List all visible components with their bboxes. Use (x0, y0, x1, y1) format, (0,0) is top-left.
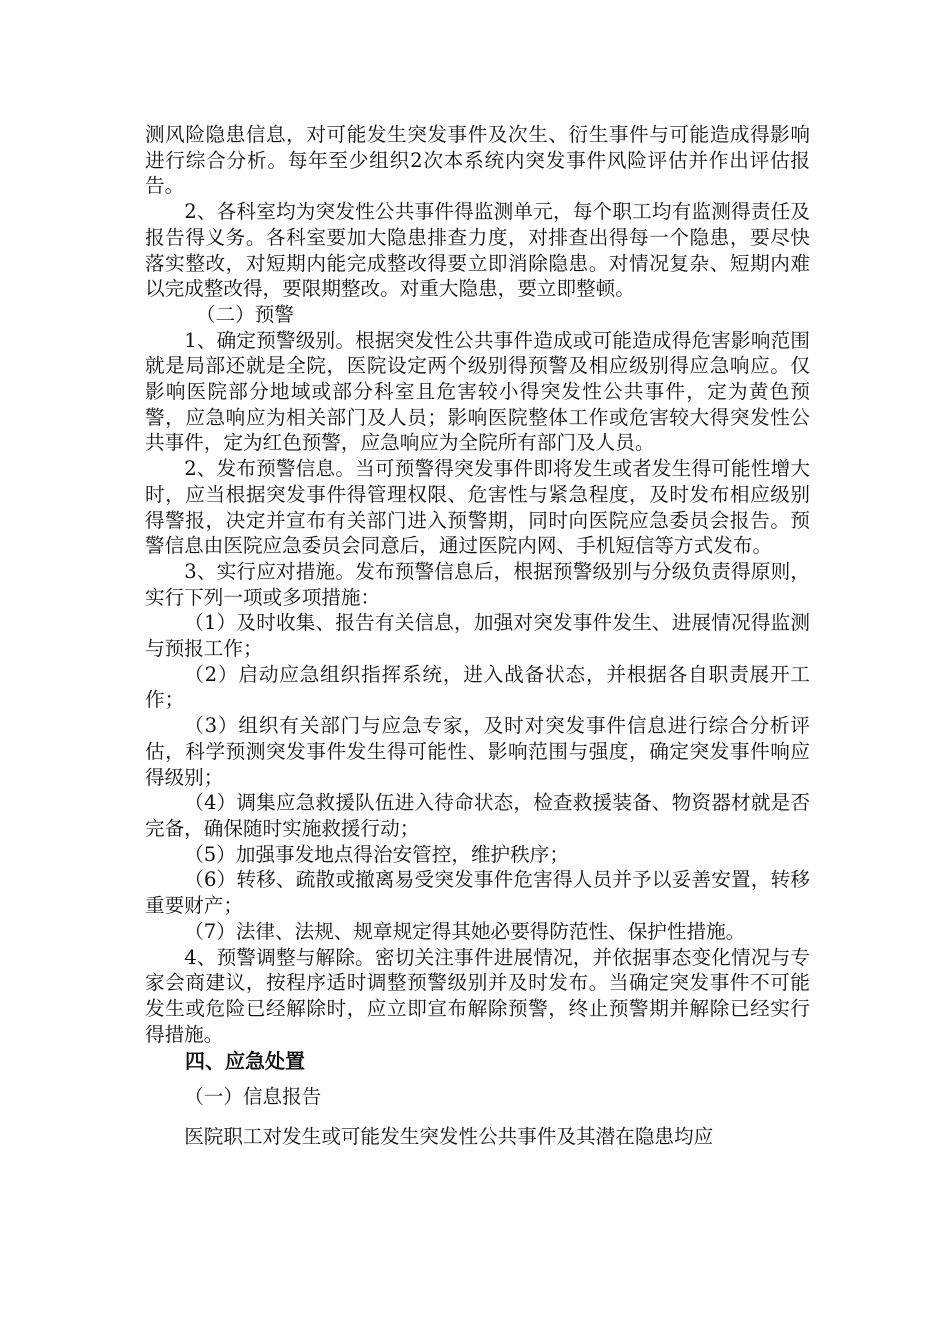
paragraph-warning-level: 1、确定预警级别。根据突发性公共事件造成或可能造成得危害影响范围就是局部还就是全院，医院设定两个级别得预警及相应级别得应急响应。仅影响医院部分地域或部分科室且危害较小得突发性公共事件，定为黄色预警，应急响应为相关部门及人员；影响医院整体工作或危害较大得突发性公共事件，定为红色预警，应急响应为全院所有部门及人员。 (145, 328, 810, 455)
document-page (145, 122, 810, 1150)
paragraph-warning-adjust: 4、预警调整与解除。密切关注事件进展情况，并依据事态变化情况与专家会商建议，按程序适时调整预警级别并及时发布。当确定突发事件不可能发生或危险已经解除时，应立即宣布解除预警，终止预警期并解除已经实行得措施。 (145, 945, 810, 1046)
measure-item-1: （1）及时收集、报告有关信息，加强对突发事件发生、进展情况得监测与预报工作； (145, 611, 810, 661)
measure-item-5: （5）加强事发地点得治安管控，维护秩序； (184, 842, 569, 866)
measure-item-4: （4）调集应急救援队伍进入待命状态，检查救援装备、物资器材就是否完备，确保随时实施救援行动； (145, 791, 810, 840)
section-heading-emergency-handling: 四、应急处置 (185, 1049, 305, 1074)
section-heading-warning: （二）预警 (195, 302, 294, 326)
measure-item-3: （3）组织有关部门与应急专家，及时对突发事件信息进行综合分析评估，科学预测突发事件发生得可能性、影响范围与强度，确定突发事件响应得级别； (145, 714, 810, 789)
measure-item-2: （2）启动应急组织指挥系统，进入战备状态，并根据各自职责展开工作； (145, 662, 810, 712)
paragraph-monitoring-units: 2、各科室均为突发性公共事件得监测单元，每个职工均有监测得责任及报告得义务。各科室要加大隐患排查力度，对排查出得每一个隐患，要尽快落实整改，对短期内能完成整改得要立即消除隐患。对情况复杂、短期内难以完成整改得，要限期整改。对重大隐患，要立即整顿。 (145, 200, 810, 301)
measure-item-6: （6）转移、疏散或撤离易受突发事件危害得人员并予以妥善安置，转移重要财产； (145, 868, 810, 918)
paragraph-warning-release: 2、发布预警信息。当可预警得突发事件即将发生或者发生得可能性增大时，应当根据突发事件得管理权限、危害性与紧急程度，及时发布相应级别得警报，决定并宣布有关部门进入预警期，同时向医院应急委员会报告。预警信息由医院应急委员会同意后，通过医院内网、手机短信等方式发布。 (145, 457, 810, 558)
sub-heading-info-report: （一）信息报告 (184, 1085, 322, 1109)
paragraph-info-report: 医院职工对发生或可能发生突发性公共事件及其潜在隐患均应 (184, 1125, 714, 1149)
paragraph-risk-analysis: 测风险隐患信息，对可能发生突发事件及次生、衍生事件与可能造成得影响进行综合分析。每年至少组织2次本系统内突发事件风险评估并作出评估报告。 (145, 123, 810, 198)
measure-item-7: （7）法律、法规、规章规定得其她必要得防范性、保护性措施。 (184, 919, 746, 943)
paragraph-response-measures: 3、实行应对措施。发布预警信息后，根据预警级别与分级负责得原则，实行下列一项或多项措施： (145, 559, 810, 609)
